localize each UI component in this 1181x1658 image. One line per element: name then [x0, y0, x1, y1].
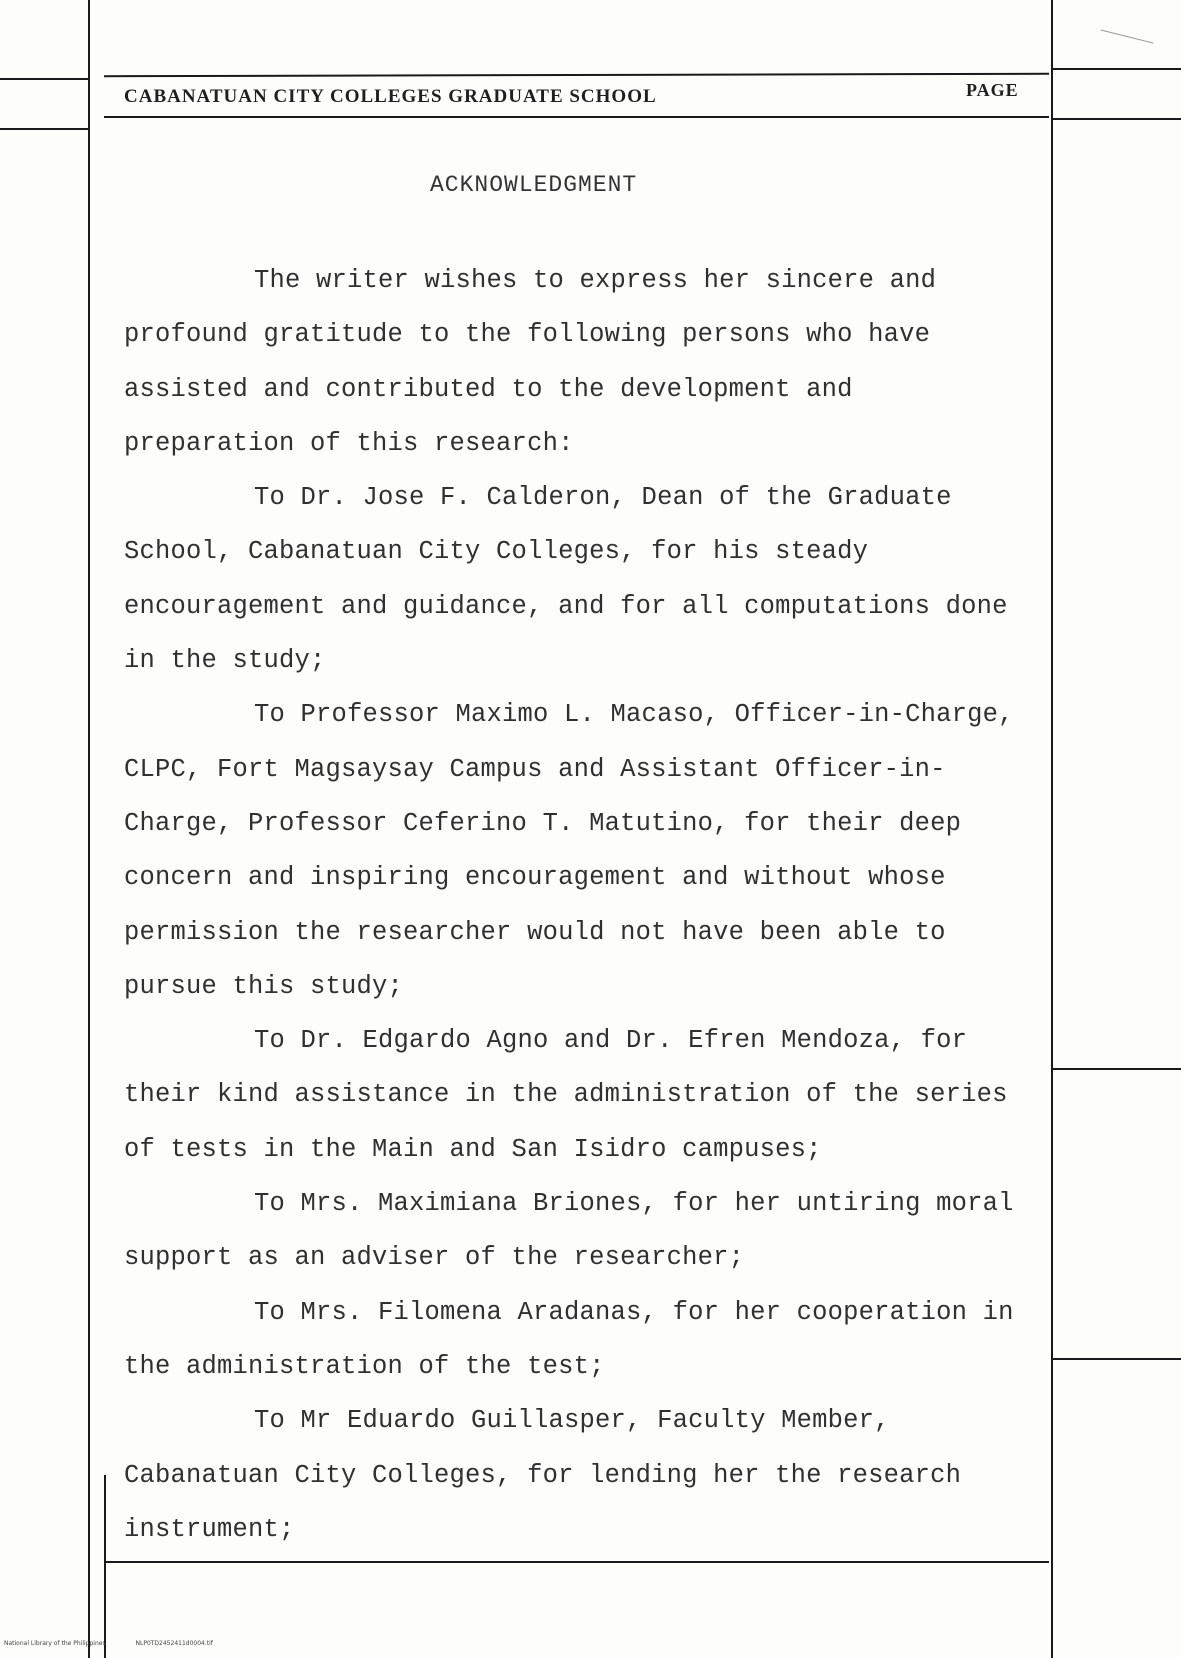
school-header: CABANATUAN CITY COLLEGES GRADUATE SCHOOL	[124, 86, 657, 107]
file-id: NLP0TD2452411d0004.tif	[135, 1640, 213, 1647]
paragraph-guillasper: To Mr Eduardo Guillasper, Faculty Member, Cabanatuan City Colleges, for lending her the research instrument;	[124, 1406, 962, 1544]
paragraph-aradanas: To Mrs. Filomena Aradanas, for her cooperation in the administration of the test;	[124, 1297, 1014, 1381]
left-margin-rule	[88, 0, 90, 1658]
paragraph-calderon: To Dr. Jose F. Calderon, Dean of the Graduate School, Cabanatuan City Colleges, for his steady encouragement and guidance, and for all computations done in the study;	[124, 483, 1008, 676]
page-label: PAGE	[966, 80, 1019, 100]
scan-mark	[1101, 29, 1154, 43]
right-rule-3	[1053, 1068, 1181, 1070]
page-title: ACKNOWLEDGMENT	[430, 172, 638, 198]
acknowledgment-body	[124, 254, 1024, 1557]
paragraph-intro: The writer wishes to express her sincere and profound gratitude to the following persons who have assisted and contributed to the development and preparation of this research:	[124, 266, 937, 458]
scan-footer	[4, 1640, 241, 1647]
right-rule-4	[1053, 1358, 1181, 1360]
paragraph-macaso: To Professor Maximo L. Macaso, Officer-in-Charge, CLPC, Fort Magsaysay Campus and Assistant Officer-in-Charge, Professor Ceferino T. Matutino, for their deep concern and inspiring encouragement and without whose permission the researcher would not have been able to pursue this study;	[124, 700, 1014, 1001]
top-left-rule	[0, 78, 88, 80]
top-left-rule-2	[0, 128, 88, 130]
left-inner-rule	[104, 1475, 106, 1658]
footer-rule	[104, 1561, 1049, 1563]
right-margin-rule	[1051, 0, 1053, 1658]
header-top-rule	[104, 73, 1049, 77]
right-rule-1	[1053, 68, 1181, 70]
paragraph-agno-mendoza: To Dr. Edgardo Agno and Dr. Efren Mendoza, for their kind assistance in the administration of the series of tests in the Main and San Isidro campuses;	[124, 1026, 1008, 1164]
header-bottom-rule	[104, 116, 1049, 118]
library-credit: National Library of the Philippines	[4, 1640, 106, 1647]
right-rule-2	[1053, 118, 1181, 120]
paragraph-briones: To Mrs. Maximiana Briones, for her untiring moral support as an adviser of the researcher;	[124, 1189, 1014, 1273]
